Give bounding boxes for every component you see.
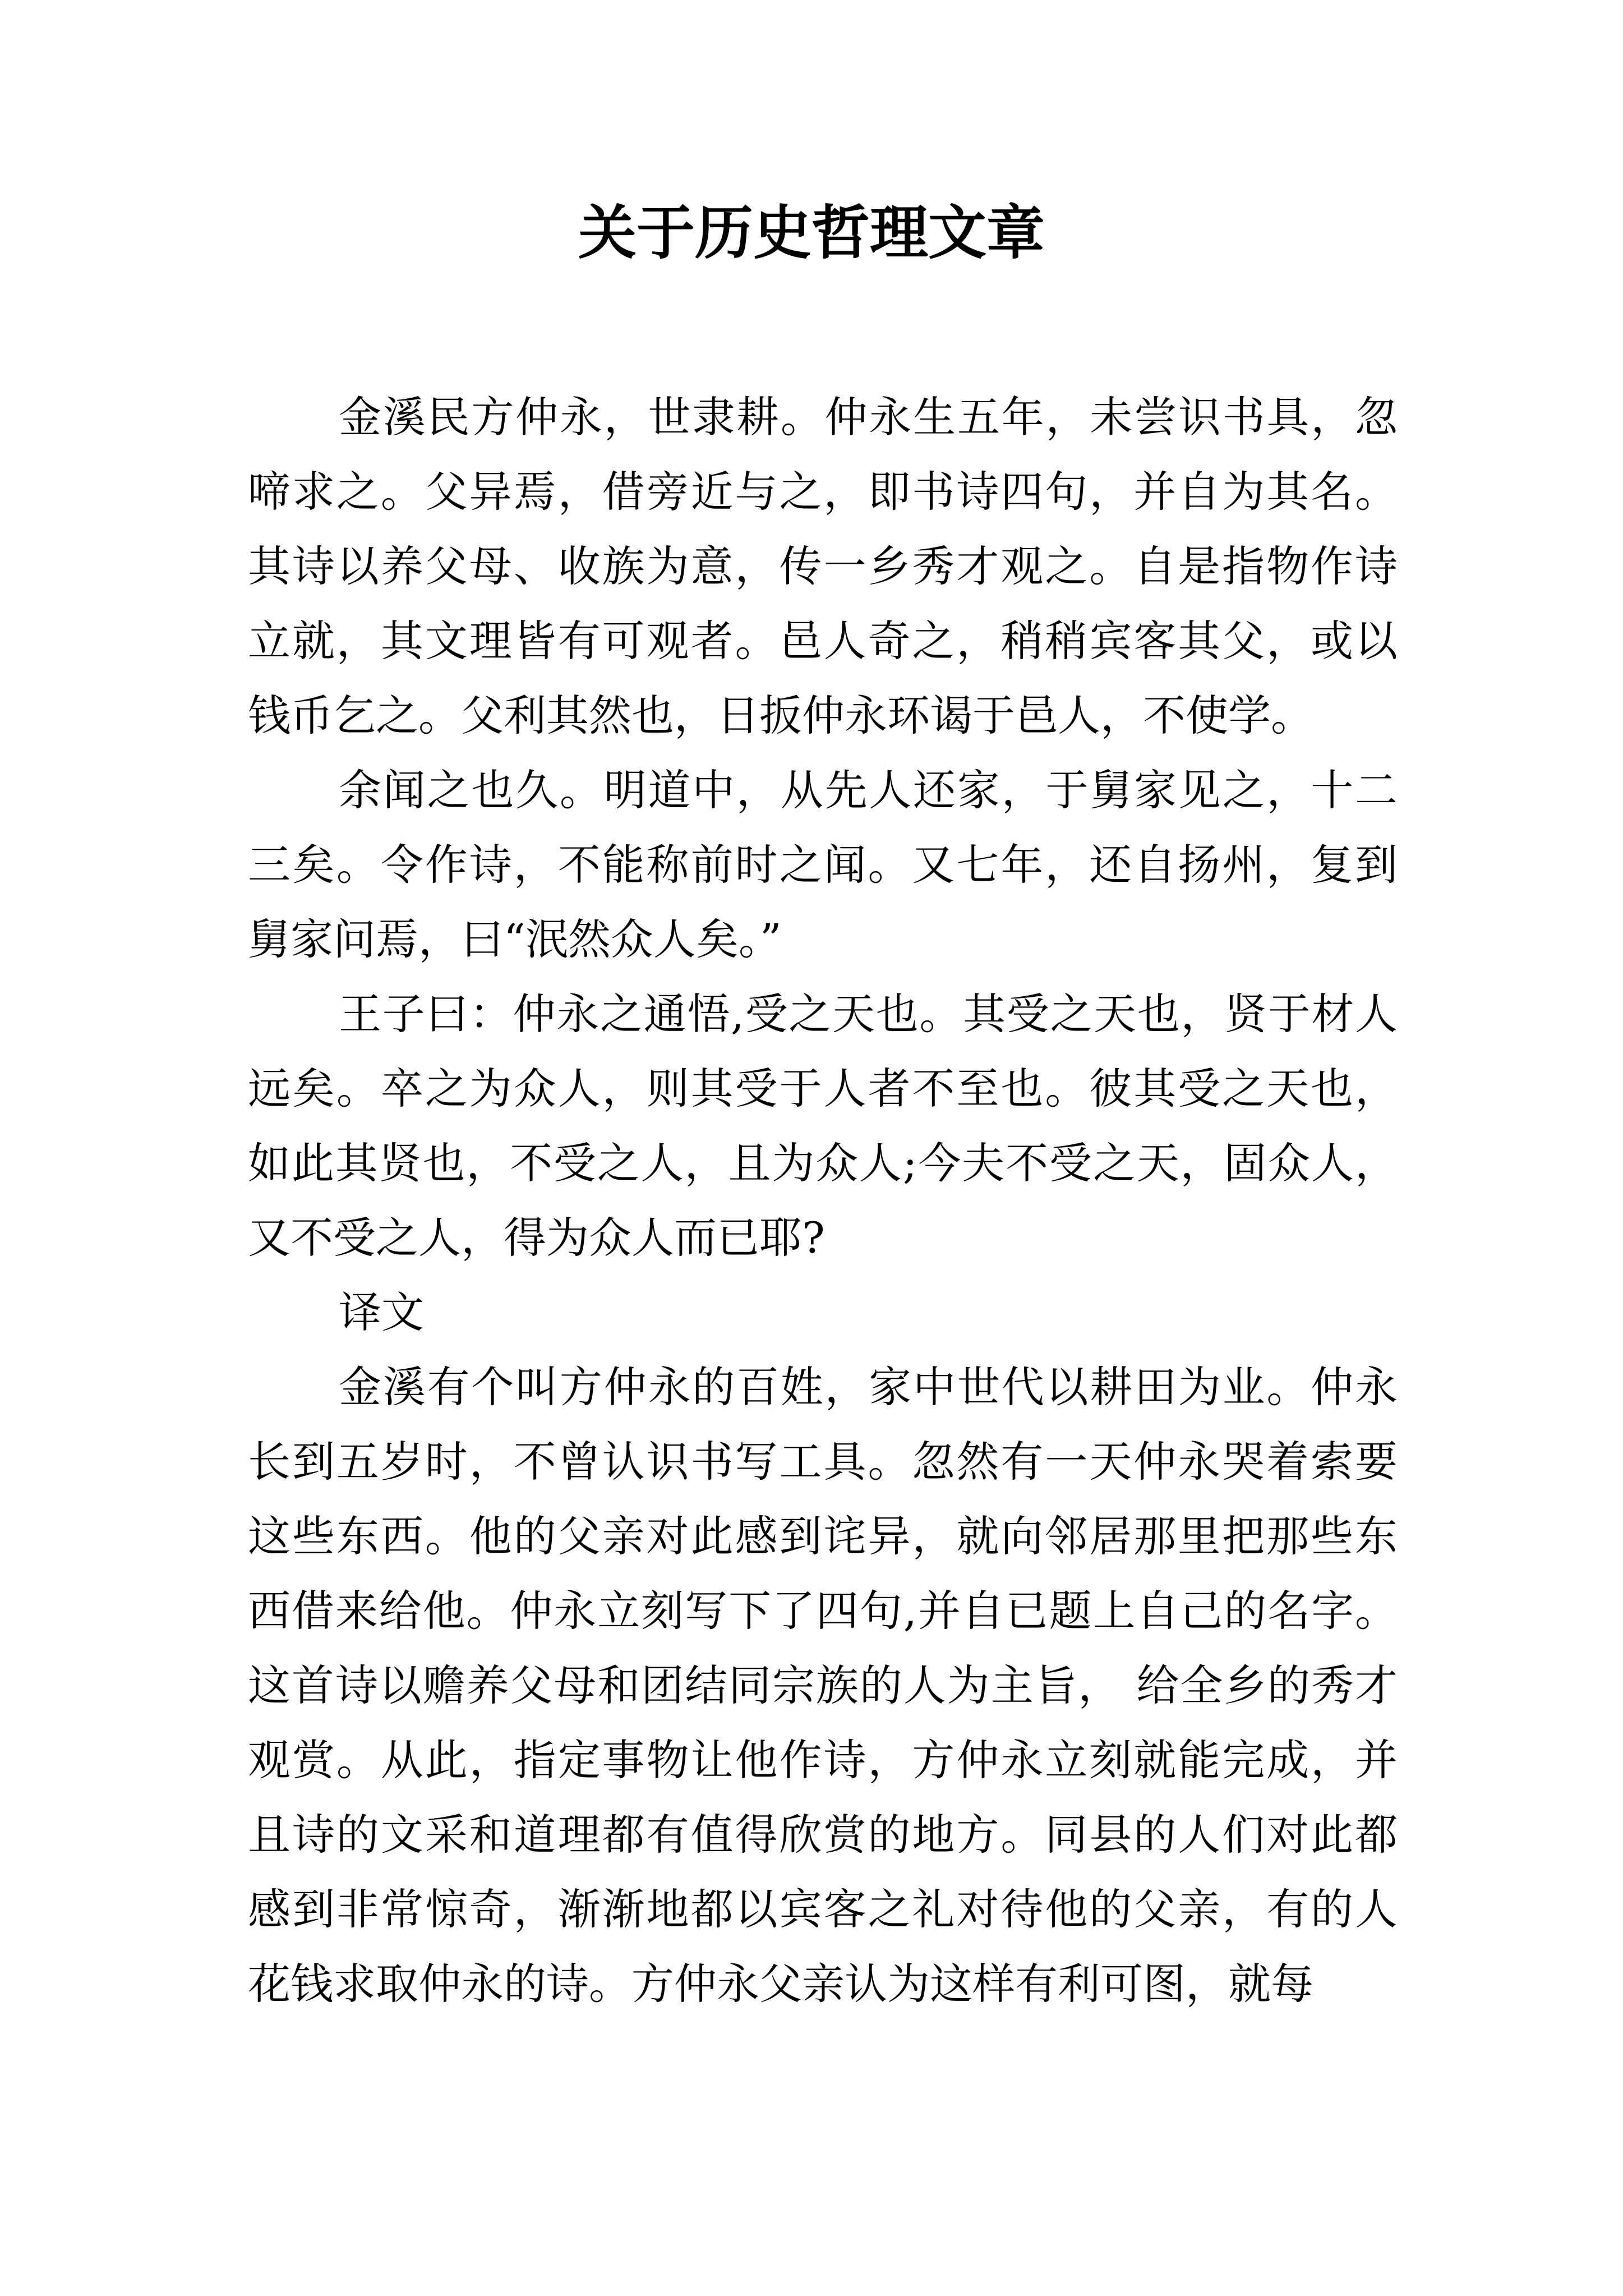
paragraph-original-3: 王子曰：仲永之通悟,受之天也。其受之天也，贤于材人远矣。卒之为众人，则其受于人者不至也。彼其受之天也，如此其贤也，不受之人，且为众人;今夫不受之天，固众人，又不受之人，得为众人而已耶?	[248, 989, 1398, 1263]
paragraph-translation-1: 金溪有个叫方仲永的百姓，家中世代以耕田为业。仲永长到五岁时，不曾认识书写工具。忽然有一天仲永哭着索要这些东西。他的父亲对此感到诧异，就向邻居那里把那些东西借来给他。仲永立刻写下了四句,并自已题上自己的名字。这首诗以赡养父母和团结同宗族的人为主旨， 给全乡的秀才观赏。从此，指定事物让他作诗，方仲永立刻就能完成，并且诗的文采和道理都有值得欣赏的地方。同县的人们对此都感到非常惊奇，渐渐地都以宾客之礼对待他的父亲，有的人花钱求取仲永的诗。方仲永父亲认为这样有利可图，就每	[248, 1362, 1398, 2009]
paragraph-original-1: 金溪民方仲永，世隶耕。仲永生五年，未尝识书具，忽啼求之。父异焉，借旁近与之，即书诗四句，并自为其名。其诗以养父母、收族为意，传一乡秀才观之。自是指物作诗立就，其文理皆有可观者。邑人奇之，稍稍宾客其父，或以钱币乞之。父利其然也，日扳仲永环谒于邑人，不使学。	[248, 392, 1398, 740]
document-title: 关于历史哲理文章	[578, 198, 1045, 267]
document-body	[248, 380, 1398, 2021]
paragraph-original-2: 余闻之也久。明道中，从先人还家，于舅家见之，十二三矣。令作诗，不能称前时之闻。又七年，还自扬州，复到舅家问焉，曰“泯然众人矣。”	[248, 765, 1398, 964]
translation-heading: 译文	[339, 1287, 424, 1337]
